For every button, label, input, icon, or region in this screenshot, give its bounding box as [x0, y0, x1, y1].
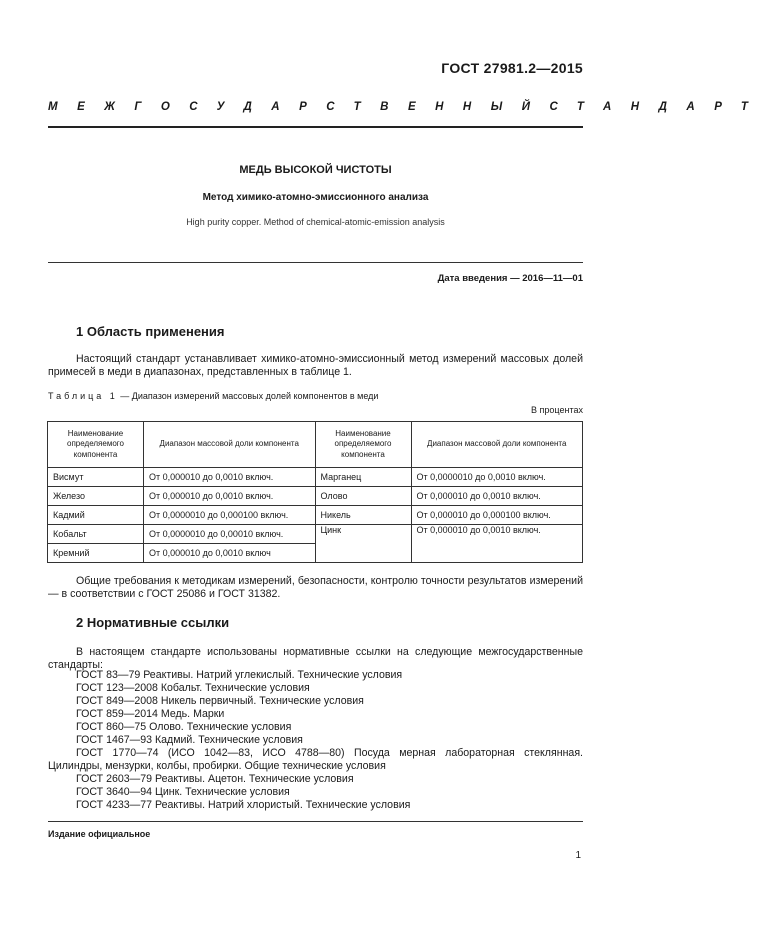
- element-range: От 0,000010 до 0,0010 включ.: [144, 487, 316, 506]
- reference-item: ГОСТ 123—2008 Кобальт. Технические условия: [76, 682, 310, 694]
- header-range-right: Диапазон массовой доли компонента: [411, 422, 583, 468]
- header-name-right: Наименование определяемого компонента: [315, 422, 411, 468]
- banner-word-interstate: МЕЖГОСУДАРСТВЕННЫЙ: [48, 101, 550, 113]
- section-1-heading: 1 Область применения: [76, 324, 225, 339]
- element-name: Кобальт: [48, 525, 144, 544]
- page-number: 1: [575, 850, 581, 861]
- element-name: Железо: [48, 487, 144, 506]
- reference-long-line-1: ГОСТ 1770—74 (ИСО 1042—83, ИСО 4788—80) Посуда мерная лабораторная стеклянная.: [76, 747, 583, 759]
- official-edition-note: Издание официальное: [48, 829, 151, 839]
- section-2-heading: 2 Нормативные ссылки: [76, 615, 230, 630]
- element-name: Никель: [315, 506, 411, 525]
- reference-item: ГОСТ 1467—93 Кадмий. Технические условия: [76, 734, 303, 746]
- element-range: От 0,0000010 до 0,0010 включ.: [411, 468, 583, 487]
- header-rule: [48, 126, 583, 128]
- references-list: [76, 669, 402, 747]
- reference-item: ГОСТ 859—2014 Медь. Марки: [76, 708, 225, 720]
- general-requirements-text: Общие требования к методикам измерений, безопасности, контролю точности результатов измерений — в соответствии с ГОСТ 25086 и ГОСТ 31382.: [48, 575, 583, 600]
- reference-item: ГОСТ 860—75 Олово. Технические условия: [76, 721, 292, 733]
- element-name: Кремний: [48, 544, 144, 563]
- references-list-2: [76, 773, 410, 812]
- table-caption-label: Таблица 1: [48, 391, 118, 401]
- reference-item-long-continuation: Цилиндры, мензурки, колбы, пробирки. Общие технические условия: [48, 760, 386, 772]
- document-code: ГОСТ 27981.2—2015: [441, 60, 583, 76]
- element-range: От 0,000010 до 0,0010 включ.: [144, 468, 316, 487]
- introduction-date: Дата введения — 2016—11—01: [437, 273, 583, 284]
- references-intro-text: В настоящем стандарте использованы нормативные ссылки на следующие межгосударственные стандарты:: [48, 646, 583, 671]
- element-name: Цинк: [315, 525, 411, 563]
- element-range: От 0,000010 до 0,0010 включ.: [411, 487, 583, 506]
- header-name-left: Наименование определяемого компонента: [48, 422, 144, 468]
- banner-word-standard: СТАНДАРТ: [549, 101, 767, 113]
- scope-text: Настоящий стандарт устанавливает химико-атомно-эмиссионный метод измерений массовых долей примесей в меди в диапазонах, представленных в таблице 1.: [48, 353, 583, 378]
- table-row: [48, 468, 583, 487]
- reference-item: ГОСТ 2603—79 Реактивы. Ацетон. Технические условия: [76, 773, 354, 785]
- reference-item: ГОСТ 4233—77 Реактивы. Натрий хлористый. Технические условия: [76, 799, 411, 811]
- document-title: МЕДЬ ВЫСОКОЙ ЧИСТОТЫ: [239, 164, 392, 176]
- title-rule: [48, 262, 583, 263]
- table-units: В процентах: [531, 405, 583, 415]
- element-name: Марганец: [315, 468, 411, 487]
- table-row: [48, 506, 583, 525]
- english-title: High purity copper. Method of chemical-atomic-emission analysis: [186, 217, 445, 227]
- general-requirements-paragraph: [48, 575, 583, 601]
- table-caption: [48, 391, 378, 401]
- element-name: Кадмий: [48, 506, 144, 525]
- element-range: От 0,000010 до 0,0010 включ.: [411, 525, 583, 563]
- element-name: Висмут: [48, 468, 144, 487]
- footer-rule: [48, 821, 583, 822]
- reference-item: ГОСТ 83—79 Реактивы. Натрий углекислый. Технические условия: [76, 669, 403, 681]
- standard-banner: [48, 101, 767, 113]
- section-1-paragraph: [48, 353, 583, 379]
- element-range: От 0,0000010 до 0,000100 включ.: [144, 506, 316, 525]
- element-range: От 0,000010 до 0,0010 включ: [144, 544, 316, 563]
- ranges-table: [47, 421, 583, 563]
- reference-item-long: [48, 747, 583, 760]
- header-range-left: Диапазон массовой доли компонента: [144, 422, 316, 468]
- document-subtitle: Метод химико-атомно-эмиссионного анализа: [202, 192, 429, 203]
- table-caption-text: — Диапазон измерений массовых долей компонентов в меди: [117, 391, 379, 401]
- table-row: [48, 525, 583, 544]
- element-name: Олово: [315, 487, 411, 506]
- reference-item: ГОСТ 849—2008 Никель первичный. Технические условия: [76, 695, 364, 707]
- element-range: От 0,000010 до 0,000100 включ.: [411, 506, 583, 525]
- element-range: От 0,0000010 до 0,00010 включ.: [144, 525, 316, 544]
- reference-item: ГОСТ 3640—94 Цинк. Технические условия: [76, 786, 290, 798]
- table-row: [48, 487, 583, 506]
- table-header-row: [48, 422, 583, 468]
